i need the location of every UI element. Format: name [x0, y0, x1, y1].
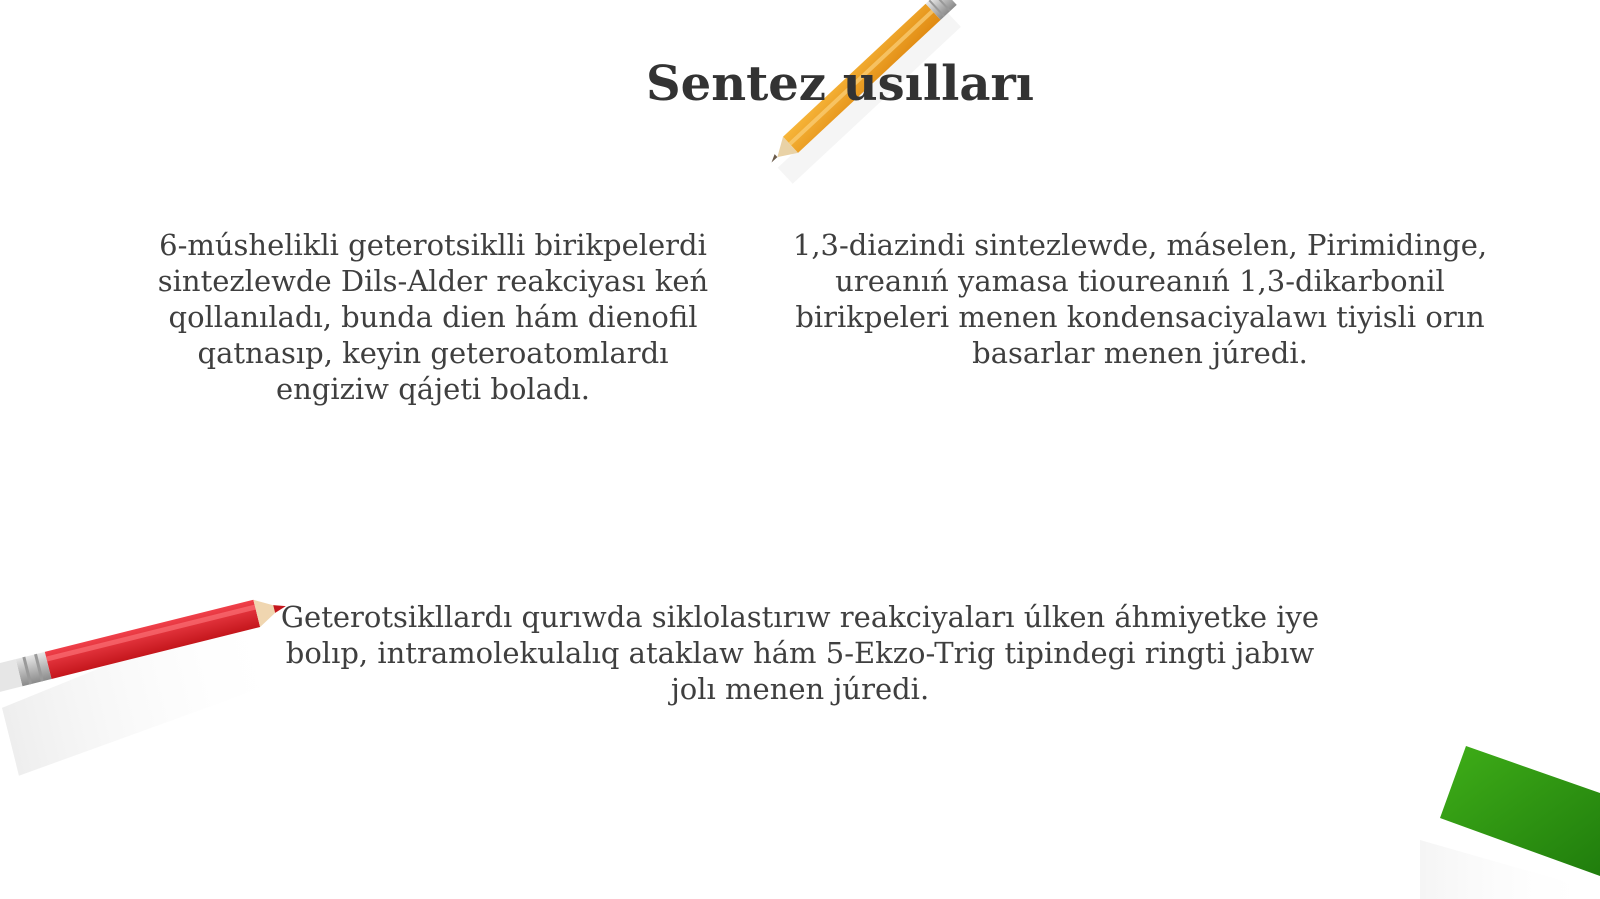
green-shape-icon: [1420, 746, 1600, 899]
paragraph-bottom: Geterotsikllardı qurıwda siklolastırıw reakciyaları úlken áhmiyetke iye bolıp, intramolekulalıq ataklaw hám 5-Ekzo-Trig tipindegi ringti jabıw jolı menen júredi.: [280, 600, 1320, 706]
paragraph-left: 6-múshelikli geterotsiklli birikpelerdi sintezlewde Dils-Alder reakciyası keń qollanıladı, bunda dien hám dienofil qatnasıp, keyin geteroatomlardı engiziw qájeti boladı.: [157, 228, 709, 406]
slide-title: Sentez usılları: [645, 56, 1035, 112]
red-pencil-icon: [0, 593, 310, 779]
paragraph-right: 1,3-diazindi sintezlewde, máselen, Pirimidinge, ureanıń yamasa tioureanıń 1,3-dikarbonil birikpeleri menen kondensaciyalawı tiyisli orın basarlar menen júredi.: [792, 228, 1488, 370]
